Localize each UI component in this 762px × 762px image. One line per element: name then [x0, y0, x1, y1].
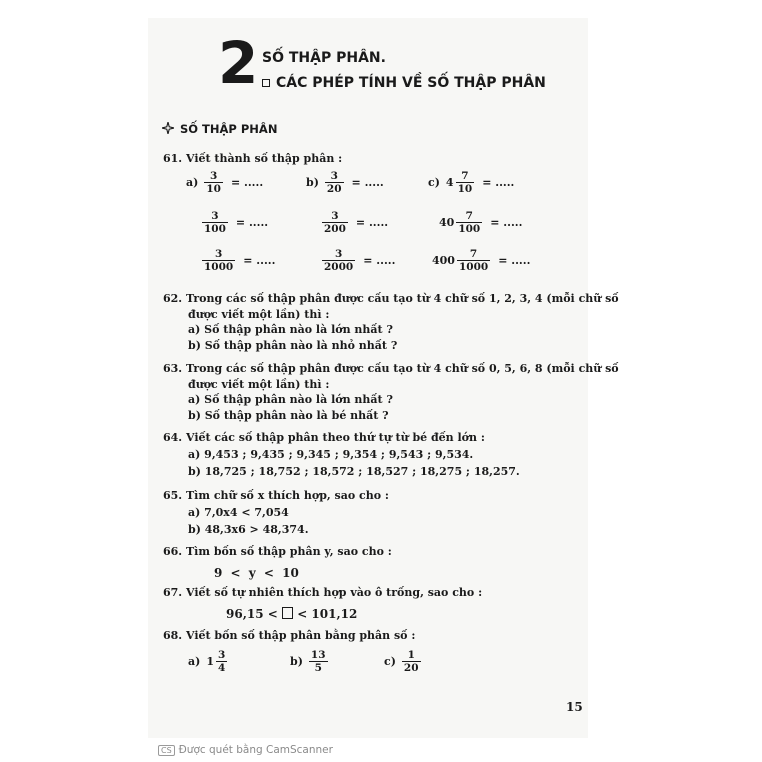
- blank-box: [282, 607, 293, 619]
- chapter-title-line1: SỐ THẬP PHÂN.: [262, 50, 386, 66]
- exercise-text: Tìm bốn số thập phân y, sao cho :: [185, 545, 392, 558]
- item-label: b): [290, 655, 303, 668]
- fraction-item: [439, 210, 522, 235]
- fraction: [322, 248, 355, 273]
- exercise-61-prompt: [163, 152, 342, 165]
- numerator: 3: [218, 649, 226, 661]
- item-label: a): [188, 655, 201, 668]
- exercise-62-b: b) Số thập phân nào là nhỏ nhất ?: [188, 339, 398, 352]
- exercise-62-line1: [163, 292, 619, 305]
- exercise-67-expression: [226, 607, 357, 621]
- exercise-number: 65.: [163, 489, 183, 502]
- watermark-text: Được quét bằng CamScanner: [178, 744, 333, 756]
- answer-blank: = .....: [243, 254, 276, 267]
- whole-part: 400: [432, 254, 455, 267]
- exercise-text: Viết bốn số thập phân bằng phân số :: [185, 629, 416, 642]
- numerator: 13: [310, 649, 326, 661]
- numerator: 7: [465, 210, 473, 222]
- item-label: c): [428, 176, 440, 189]
- exercise-number: 62.: [163, 292, 183, 305]
- exercise-text: Tìm chữ số x thích hợp, sao cho :: [185, 489, 389, 502]
- fraction-item: [432, 248, 530, 273]
- whole-part: 1: [206, 655, 214, 668]
- exercise-number: 63.: [163, 362, 183, 375]
- fraction: [216, 649, 227, 674]
- denominator: 10: [206, 183, 221, 195]
- numerator: 3: [210, 170, 218, 182]
- answer-blank: = .....: [498, 254, 531, 267]
- chapter-title-line2-text: CÁC PHÉP TÍNH VỀ SỐ THẬP PHÂN: [276, 75, 546, 91]
- fraction: [325, 170, 344, 195]
- expression-right: < 101,12: [297, 607, 358, 621]
- fraction-item: [384, 649, 421, 674]
- numerator: 3: [331, 210, 339, 222]
- exercise-65-prompt: [163, 489, 389, 502]
- four-point-star-icon: [162, 122, 174, 134]
- chapter-number: 2: [218, 29, 258, 97]
- fraction: [309, 649, 328, 674]
- denominator: 100: [204, 223, 226, 235]
- numerator: 3: [330, 170, 338, 182]
- denominator: 20: [403, 662, 419, 674]
- fraction-item: [186, 170, 263, 195]
- numerator: 3: [334, 248, 343, 260]
- exercise-65-b: b) 48,3x6 > 48,374.: [188, 523, 309, 536]
- fraction: [202, 210, 228, 235]
- fraction-item: [202, 248, 275, 273]
- section-title: SỐ THẬP PHÂN: [180, 122, 278, 136]
- fraction-item: [428, 170, 514, 195]
- answer-blank: = .....: [482, 176, 515, 189]
- exercise-67-prompt: [163, 586, 482, 599]
- exercise-62-line2: được viết một lần) thì :: [188, 308, 330, 321]
- numerator: 1: [407, 649, 415, 661]
- answer-blank: = .....: [490, 216, 523, 229]
- fraction-item: [290, 649, 328, 674]
- fraction: [456, 210, 482, 235]
- item-label: a): [186, 176, 199, 189]
- denominator: 1000: [458, 261, 489, 273]
- exercise-text: Trong các số thập phân được cấu tạo từ 4 chữ số 1, 2, 3, 4 (mỗi chữ số: [185, 292, 619, 305]
- exercise-68-prompt: [163, 629, 415, 642]
- fraction-item: [322, 210, 388, 235]
- exercise-number: 68.: [163, 629, 183, 642]
- answer-blank: = .....: [230, 176, 264, 189]
- denominator: 200: [324, 223, 346, 235]
- exercise-number: 67.: [163, 586, 183, 599]
- exercise-text: Viết thành số thập phân :: [185, 152, 343, 165]
- exercise-66-expression: 9 < y < 10: [214, 566, 299, 580]
- exercise-64-a: a) 9,453 ; 9,435 ; 9,345 ; 9,354 ; 9,543 ; 9,534.: [188, 448, 474, 461]
- item-label: b): [306, 176, 319, 189]
- exercise-number: 64.: [163, 431, 183, 444]
- exercise-63-b: b) Số thập phân nào là bé nhất ?: [188, 409, 389, 422]
- camscanner-badge: CS: [158, 745, 175, 756]
- exercise-63-line2: được viết một lần) thì :: [188, 378, 330, 391]
- exercise-64-b: b) 18,725 ; 18,752 ; 18,572 ; 18,527 ; 18,275 ; 18,257.: [188, 465, 520, 478]
- denominator: 4: [218, 662, 226, 674]
- scanner-watermark: [158, 744, 333, 756]
- denominator: 100: [458, 223, 481, 235]
- fraction-item: [202, 210, 268, 235]
- exercise-63-line1: [163, 362, 619, 375]
- whole-part: 40: [439, 216, 455, 229]
- answer-blank: = .....: [351, 176, 384, 189]
- chapter-title-line2: [262, 75, 546, 91]
- exercise-65-a: a) 7,0x4 < 7,054: [188, 506, 289, 519]
- exercise-66-prompt: [163, 545, 392, 558]
- fraction: [402, 649, 421, 674]
- expression-left: 96,15 <: [226, 607, 278, 621]
- exercise-text: Trong các số thập phân được cấu tạo từ 4 chữ số 0, 5, 6, 8 (mỗi chữ số: [185, 362, 619, 375]
- denominator: 10: [457, 183, 473, 195]
- whole-part: 4: [445, 176, 454, 189]
- exercise-text: Viết các số thập phân theo thứ tự từ bé đến lớn :: [185, 431, 485, 444]
- numerator: 7: [461, 170, 469, 182]
- answer-blank: = .....: [363, 254, 396, 267]
- denominator: 1000: [204, 261, 234, 273]
- numerator: 3: [214, 248, 223, 260]
- page-number: 15: [566, 700, 583, 714]
- fraction-item: [322, 248, 395, 273]
- exercise-text: Viết số tự nhiên thích hợp vào ô trống, sao cho :: [185, 586, 483, 599]
- answer-blank: = .....: [235, 216, 269, 229]
- exercise-64-prompt: [163, 431, 485, 444]
- numerator: 3: [211, 210, 219, 222]
- fraction-item: [188, 649, 227, 674]
- fraction: [457, 248, 490, 273]
- fraction: [204, 170, 223, 195]
- item-label: c): [384, 655, 396, 668]
- fraction: [456, 170, 475, 195]
- numerator: 7: [469, 248, 478, 260]
- denominator: 20: [326, 183, 342, 195]
- section-heading: [162, 122, 277, 136]
- square-bullet-icon: [262, 79, 270, 87]
- exercise-number: 61.: [163, 152, 183, 165]
- denominator: 2000: [324, 261, 354, 273]
- fraction: [202, 248, 235, 273]
- denominator: 5: [309, 661, 328, 674]
- fraction: [322, 210, 348, 235]
- fraction-item: [306, 170, 384, 195]
- exercise-63-a: a) Số thập phân nào là lớn nhất ?: [188, 393, 393, 406]
- exercise-62-a: a) Số thập phân nào là lớn nhất ?: [188, 323, 393, 336]
- answer-blank: = .....: [355, 216, 389, 229]
- exercise-number: 66.: [163, 545, 183, 558]
